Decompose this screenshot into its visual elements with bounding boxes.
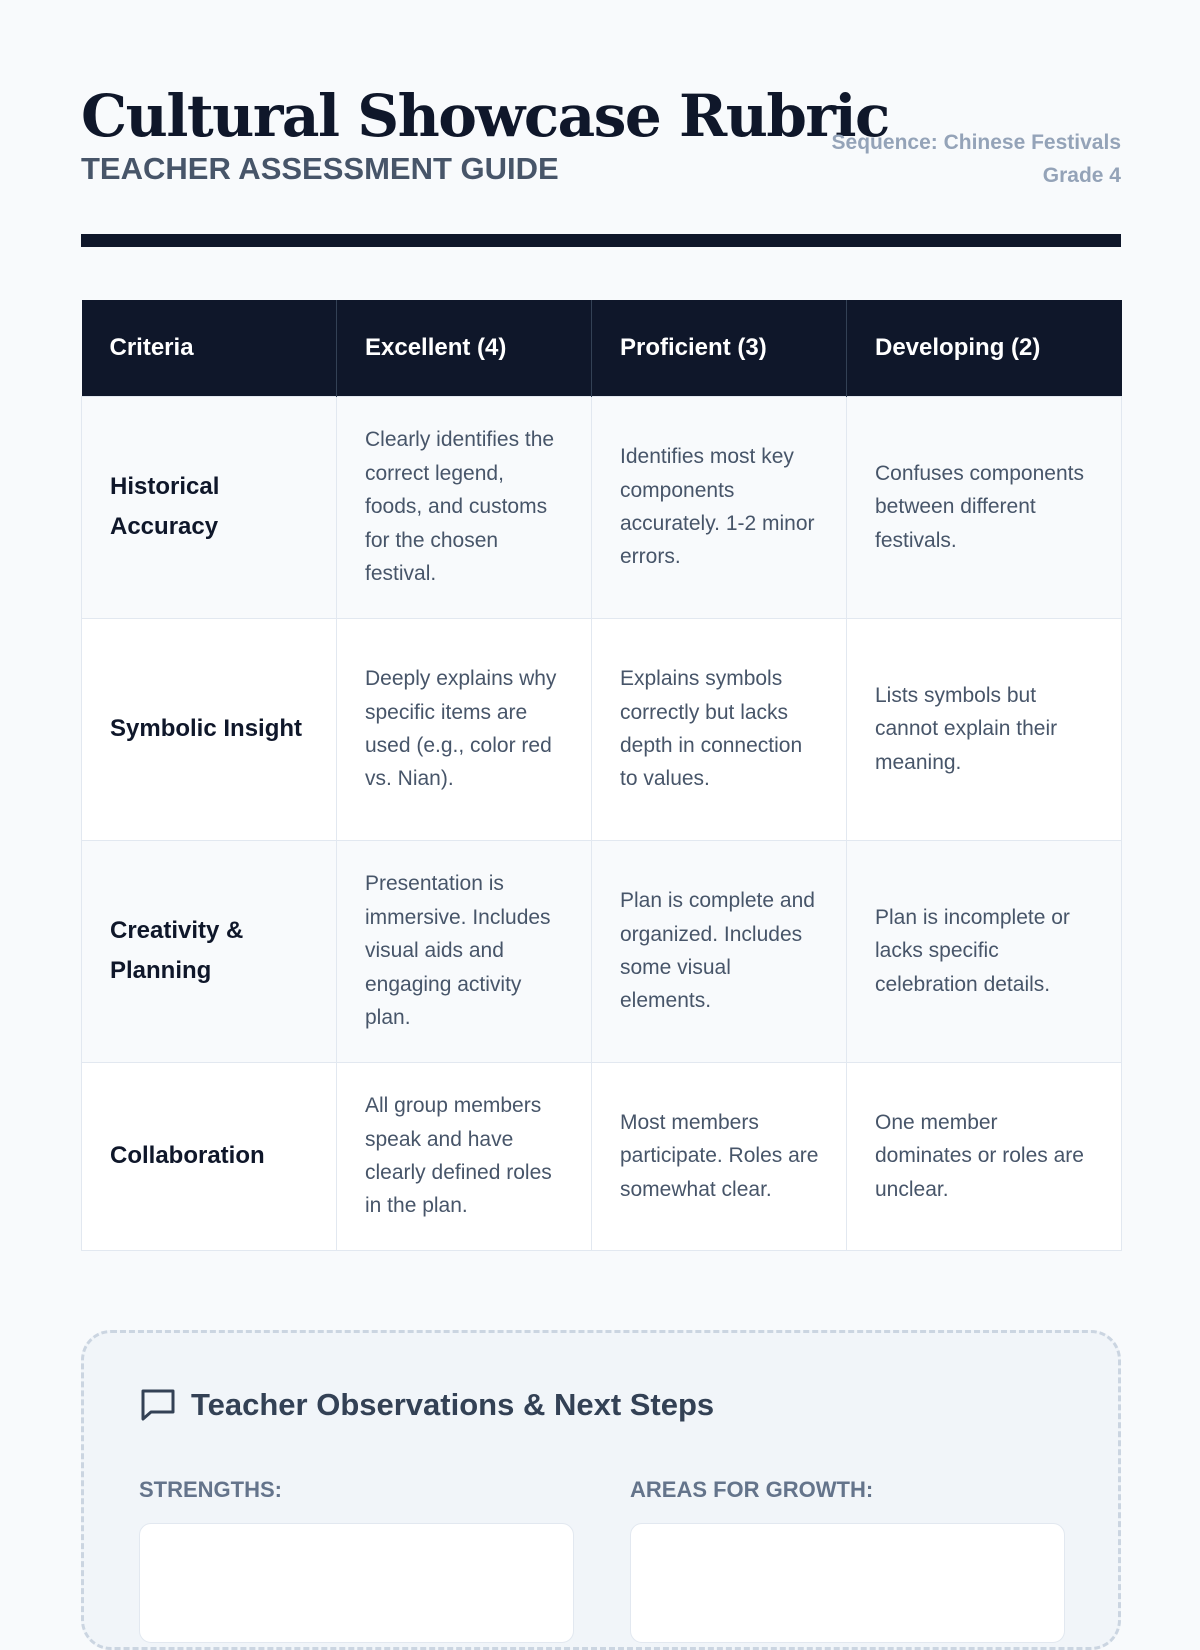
- proficient-cell: Most members participate. Roles are somewhat clear.: [592, 1062, 847, 1250]
- excellent-cell: All group members speak and have clearly defined roles in the plan.: [337, 1062, 592, 1250]
- criteria-cell: Symbolic Insight: [82, 618, 337, 840]
- growth-label: AREAS FOR GROWTH:: [630, 1477, 874, 1502]
- developing-cell: Plan is incomplete or lacks specific celebration details.: [847, 840, 1122, 1062]
- table-row: [82, 618, 1122, 840]
- excellent-cell: Deeply explains why specific items are used (e.g., color red vs. Nian).: [337, 618, 592, 840]
- page-header: [81, 0, 1121, 226]
- document-meta: [832, 126, 1121, 192]
- strengths-label: STRENGTHS:: [139, 1477, 282, 1502]
- rubric-page: [81, 0, 1121, 1502]
- criteria-cell: Historical Accuracy: [82, 396, 337, 618]
- developing-cell: One member dominates or roles are unclear.: [847, 1062, 1122, 1250]
- column-header-criteria: Criteria: [82, 300, 337, 396]
- header-divider: [81, 234, 1121, 247]
- excellent-cell: Presentation is immersive. Includes visual aids and engaging activity plan.: [337, 840, 592, 1062]
- growth-input[interactable]: [630, 1523, 1065, 1643]
- developing-cell: Lists symbols but cannot explain their meaning.: [847, 618, 1122, 840]
- proficient-cell: Plan is complete and organized. Includes some visual elements.: [592, 840, 847, 1062]
- column-header-proficient: Proficient (3): [592, 300, 847, 396]
- criteria-cell: Collaboration: [82, 1062, 337, 1250]
- proficient-cell: Identifies most key components accurately. 1-2 minor errors.: [592, 396, 847, 618]
- observations-heading: [139, 1387, 714, 1423]
- rubric-header-row: [82, 300, 1122, 396]
- rubric-table: [81, 300, 1122, 1251]
- observations-title: Teacher Observations & Next Steps: [191, 1387, 715, 1422]
- table-row: [82, 840, 1122, 1062]
- sequence-label: Sequence: Chinese Festivals: [831, 131, 1121, 154]
- developing-cell: Confuses components between different festivals.: [847, 396, 1122, 618]
- page-subtitle: TEACHER ASSESSMENT GUIDE: [81, 151, 559, 186]
- column-header-excellent: Excellent (4): [337, 300, 592, 396]
- table-row: [82, 396, 1122, 618]
- excellent-cell: Clearly identifies the correct legend, foods, and customs for the chosen festival.: [337, 396, 592, 618]
- criteria-cell: Creativity & Planning: [82, 840, 337, 1062]
- grade-label: Grade 4: [1042, 164, 1121, 187]
- observations-panel: [81, 1330, 1121, 1650]
- table-row: [82, 1062, 1122, 1250]
- column-header-developing: Developing (2): [847, 300, 1122, 396]
- strengths-input[interactable]: [139, 1523, 574, 1643]
- proficient-cell: Explains symbols correctly but lacks depth in connection to values.: [592, 618, 847, 840]
- page-title: Cultural Showcase Rubric: [81, 82, 889, 150]
- speech-bubble-icon: [139, 1387, 177, 1423]
